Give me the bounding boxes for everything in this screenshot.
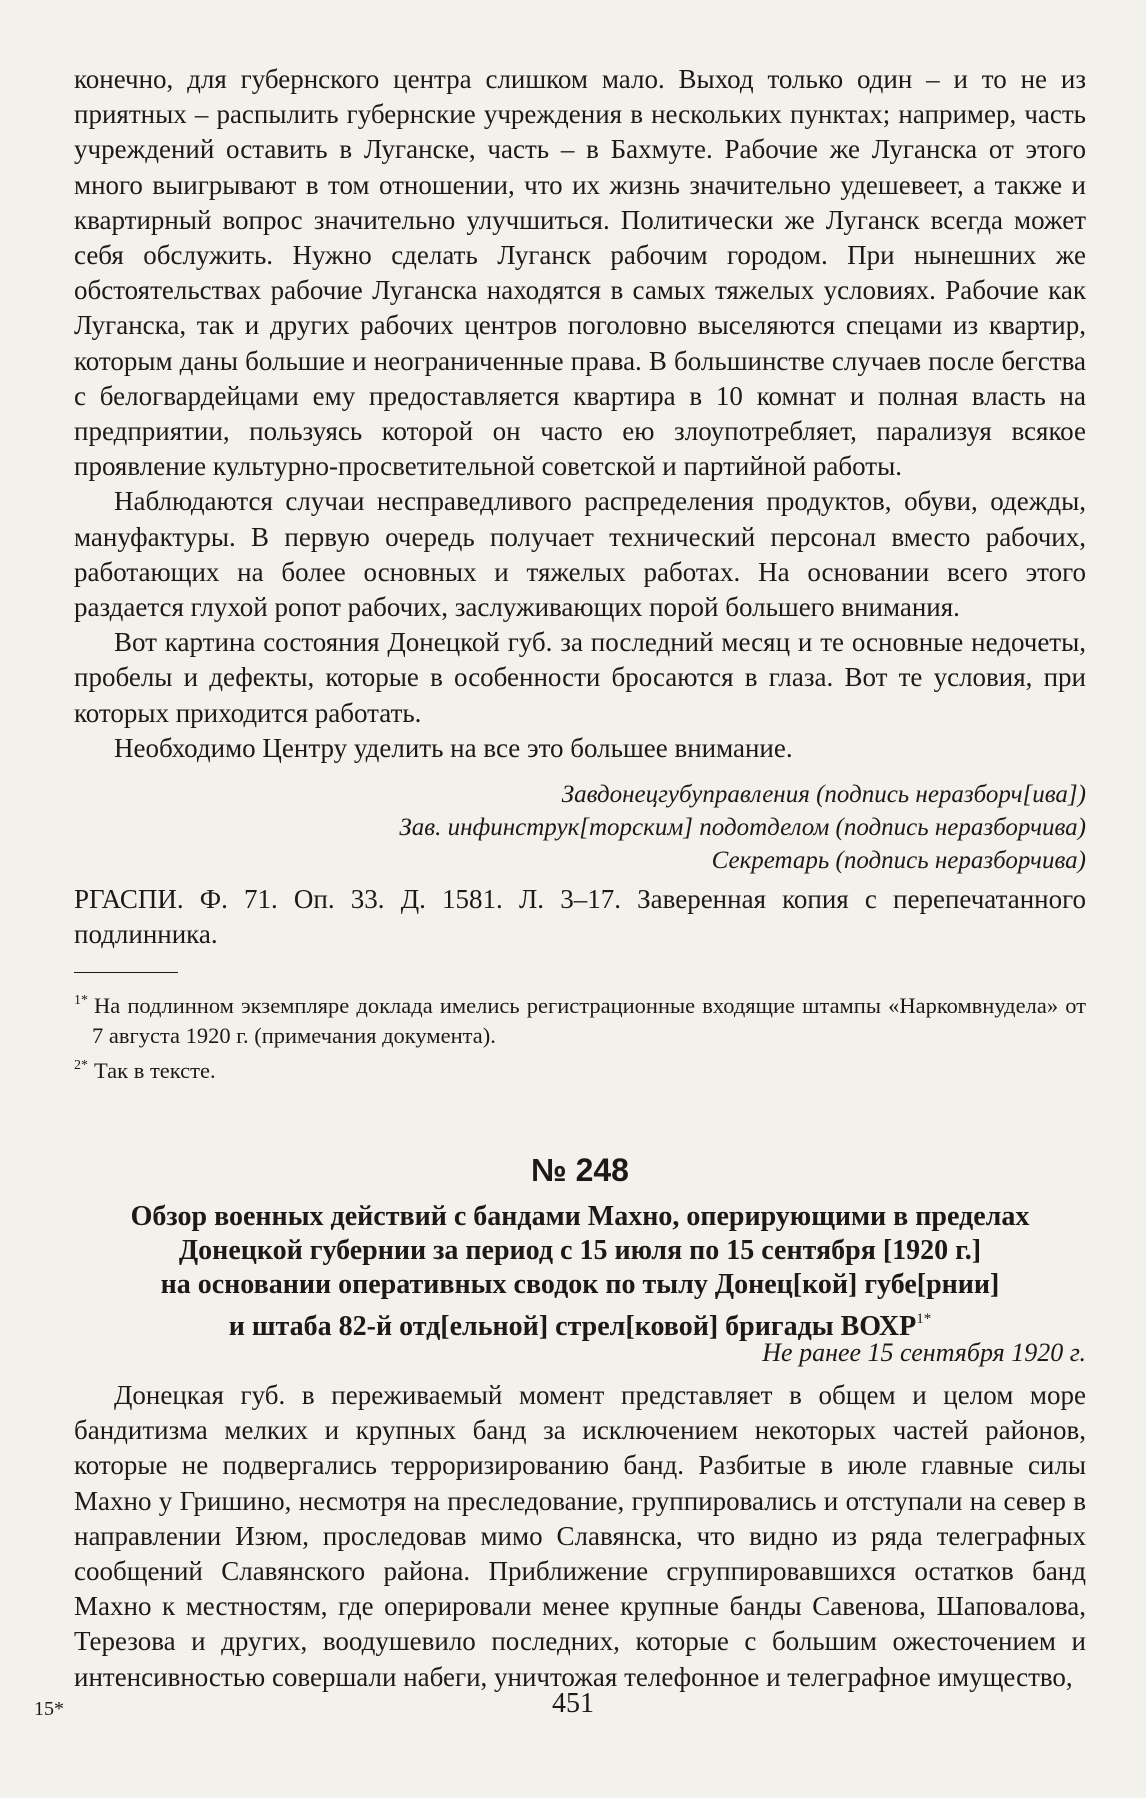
footnote-1-text: На подлинном экземпляре доклада имелись регистрационные входящие штампы «Наркомвнудела» от 7 августа 1920 г. (примечания документа). (92, 993, 1086, 1048)
review-text (74, 1378, 1086, 1695)
paragraph-luhansk: конечно, для губернского центра слишком мало. Выход только один – и то не из приятных – распылить губернские учреждения в нескольких пунктах; например, часть учреждений оставить в Луганске, часть – в Бахмуте. Рабочие же Луганска от этого много выигрывают в том отношении, что их жизнь значительно удешевеет, а также и квартирный вопрос значительно улучшиться. Политически же Луганск всегда может себя обслужить. Нужно сделать Луганск рабочим городом. При нынешних же обстоятельствах рабочие Луганска находятся в самых тяжелых условиях. Рабочие как Луганска, так и других рабочих центров поголовно выселяются спецами из квартир, которым даны большие и неограниченные права. В большинстве случаев после бегства с белогвардейцами ему предоставляется квартира в 10 комнат и полная власть на предприятии, пользуясь которой он часто ею злоупотребляет, парализуя всякое проявление культурно-просветительной советской и партийной работы. (74, 64, 1086, 482)
doc-number: № 248 (531, 1152, 629, 1188)
footnote-1 (74, 986, 1086, 1051)
footnote-2-text: Так в тексте. (94, 1058, 216, 1083)
doc-title-footnote-mark: 1* (916, 1311, 932, 1327)
document-date (74, 1338, 1086, 1368)
doc-title-line-3: на основании оперативных сводок по тылу Донец[кой] губе[рнии] (160, 1269, 1000, 1300)
footnote-2-mark: 2* (74, 1058, 88, 1073)
doc-title-line-1: Обзор военных действий с бандами Махно, оперирующими в пределах (130, 1201, 1030, 1232)
paragraph-review: Донецкая губ. в переживаемый момент представляет в общем и целом море бандитизма мелких и крупных банд за исключением некоторых частей районов, которые не подвергались терроризированию банд. Разбитые в июле главные силы Махно у Гришино, несмотря на преследование, группировались и отступали на север в направлении Изюм, проследовав мимо Славянска, что видно из ряда телеграфных сообщений Славянского района. Приближение сгруппировавшихся остатков банд Махно к местностям, где оперировали менее крупные банды Савенова, Шаповалова, Терезова и других, воодушевило последних, которые с большим ожесточением и интенсивностью совершали набеги, уничтожая телефонное и телеграфное имущество, (74, 1380, 1086, 1692)
paragraph-distribution: Наблюдаются случаи несправедливого распределения продуктов, обуви, одежды, мануфактуры. В первую очередь получает технический персонал вместо рабочих, работающих на более основных и тяжелых работах. На основании всего этого раздается глухой ропот рабочих, заслуживающих порой большего внимания. (74, 486, 1086, 623)
signature-head: Завдонецгубуправления (подпись неразборч[ива]) (561, 781, 1086, 808)
doc-title-line-4-text: и штаба 82-й отд[ельной] стрел[ковой] бригады ВОХР (228, 1311, 917, 1342)
signature-mark: 15* (34, 1698, 64, 1720)
signature-instructor: Зав. инфинструк[торским] подотделом (подпись неразборчива) (399, 814, 1086, 841)
doc-date: Не ранее 15 сентября 1920 г. (762, 1338, 1086, 1367)
paragraph-request: Необходимо Центру уделить на все это большее внимание. (114, 732, 793, 763)
paragraph-summary: Вот картина состояния Донецкой губ. за последний месяц и те основные недочеты, пробелы и дефекты, которые в особенности бросаются в глаза. Вот те условия, при которых приходится работать. (74, 627, 1086, 728)
footnote-1-mark: 1* (74, 993, 88, 1008)
signature-secretary: Секретарь (подпись неразборчива) (711, 847, 1086, 874)
footnote-divider (74, 972, 178, 973)
signature-block (74, 778, 1086, 877)
archive-source (74, 882, 1086, 952)
doc-title-line-2: Донецкой губернии за период с 15 июля по 15 сентября [1920 г.] (178, 1235, 982, 1266)
document-heading (74, 1200, 1086, 1344)
footnote-2 (74, 1051, 1086, 1086)
document-number (74, 1152, 1086, 1189)
footnotes (74, 986, 1086, 1086)
page-number: 451 (552, 1688, 594, 1719)
source-reference: РГАСПИ. Ф. 71. Оп. 33. Д. 1581. Л. 3–17. Заверенная копия с перепечатанного подлинника. (74, 884, 1086, 949)
report-continuation (74, 62, 1086, 766)
